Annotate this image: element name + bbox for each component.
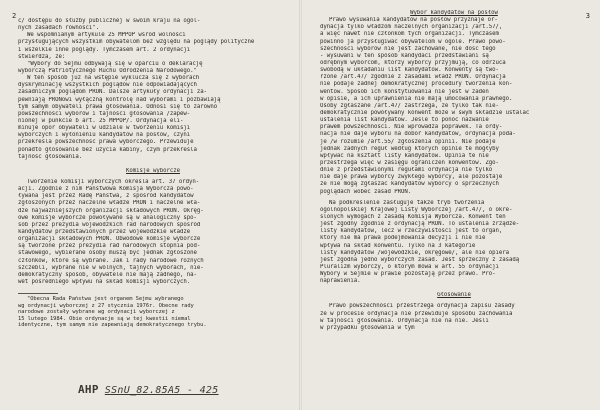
- text-line: stwierdza, że:: [18, 53, 66, 60]
- text-line: ływana jest przez Radę Państwa, z spośród kandydatów: [18, 193, 194, 200]
- text-line: prawem powszechności. Nie wprowadza poprawek. Ta ordy-: [320, 124, 503, 131]
- text-line: jest zgodny zgodnie z ordynacją PRON. To ustalenia zrządze-: [320, 221, 520, 228]
- text-line: minuje opór obywateli w udziale w tworzeniu komisji: [18, 125, 191, 132]
- text-line: szechności wyborów nie jest zachowane, nie dość tego: [320, 45, 496, 52]
- wybor-body-text: [320, 17, 588, 196]
- text-line: organizacji składowych PRON. Obwodowe komisje wyborcze: [18, 236, 201, 243]
- text-line: zgłoszonych przez naczelne władze PRON i naczelne wła-: [18, 200, 201, 207]
- text-line: wpływa na skład konwentu. Tylko na 3 kategorie: [320, 242, 476, 249]
- left-text-column: [18, 18, 288, 329]
- glosowanie-body-text: [320, 303, 588, 332]
- text-line: rzone /art.47/ zgodnie z zasadami władz PRON. Ordynacja: [320, 74, 506, 81]
- text-line: nych zasadach równości".: [18, 25, 99, 32]
- footnote-text: [18, 296, 288, 329]
- text-line: je /w rozumie /art.55/ zgłoszenia opinii. Nie podaje: [320, 138, 496, 145]
- text-line: Tworzenie komisji wyborczych określa art. 37 ordyn-: [27, 178, 200, 185]
- text-line: ogólnopolskiej Krajowej Listy Wyborczej /art.47/, o okre-: [320, 206, 513, 213]
- archive-code: AHP: [78, 383, 99, 396]
- text-line: nie daje prawa wyborcy zwykłego wyborcy, ale pozostaje: [320, 174, 503, 181]
- text-line: demokratycznie powoływany konwent może w swym składzie ustalać: [320, 109, 530, 116]
- text-line: listy kandydatów, lecz w rzeczywistości jest to organ,: [320, 228, 503, 235]
- text-line: przekreśla powszechność prawa wyborczego. Przewiduje: [18, 139, 194, 146]
- right-page: [302, 0, 600, 410]
- text-line: owe komisje wyborcze powoływane są w analogiczny spo-: [18, 214, 197, 221]
- text-line: wpływać na kształt listy kandydatów. Opinia te nie: [320, 152, 489, 159]
- text-line: jest zgodna jedno wyborczych zasad. Jest sprzeczny z zasadą: [320, 256, 520, 263]
- krajowa-lista-text: [320, 200, 588, 286]
- text-line: We wspomnianym artykule 25 MPPOP wśród wolności: [27, 32, 186, 39]
- text-line: dynacja tylko władzom naczelnych organizacji /art.57/,: [320, 24, 503, 31]
- text-line: dze najważniejszych organizacji składowych PRON. Okręg-: [18, 207, 204, 214]
- text-line: dyskryminację wszystkich poglądów nie odpowiadających: [18, 82, 197, 89]
- text-line: swobodą w układaniu list kandydatów. Konwenty są two-: [320, 67, 499, 74]
- text-line: powinno ja przysługiwać obywatelom w ogóle. Prawo powo-: [320, 38, 506, 45]
- text-line: ślonych wymogach z zasadą Komisja Wyborcza. Konwent ten: [320, 213, 506, 220]
- text-line: zasadniczym poglądom PRON. Dalsze artykuły ordynacji za-: [18, 89, 207, 96]
- right-page-number: 3: [585, 12, 590, 20]
- footnote-rule: [18, 293, 58, 294]
- text-line: identyczne, tym samym nie zapewniają demokratycznego trybu.: [18, 322, 207, 329]
- text-line: W ten sposób już na wstępie wyklucza się z wyborach: [27, 75, 200, 82]
- text-line: Pluralizm wyborczy, o którym mowa w art. 55 ordynacji: [320, 263, 499, 270]
- text-line: który nie ma prawa podejmowania decyzji i nie nie: [320, 235, 486, 242]
- text-line: że nie mogą zgłaszać kandydatów wyborcy o sprzecznych: [320, 181, 499, 188]
- right-text-column: [320, 10, 588, 332]
- text-line: sób przez prezydia wojewódzkich rad narodowych spośród: [18, 221, 201, 228]
- text-line: odrębnym wyborcom, którzy wyborcy przyjmują, co odrzuca: [320, 59, 506, 66]
- text-line: że w procesie ordynacja nie przewiduje sposobu zachowania: [320, 310, 513, 317]
- text-line: w tajności głosowania. Ordynacja nie na nie. Jeśli: [320, 317, 489, 324]
- text-line: jednak żadnych reguł według których opinie te mogłyby: [320, 145, 499, 152]
- text-line: demokratyczny sposób, obywatele nie mają żadnego, na-: [18, 271, 197, 278]
- text-line: i wszelkie inne poglądy. Tymczasem art. 2 ordynacji: [18, 46, 191, 53]
- text-line: Wybory w Sejmie w prawie pozostają przez prawo. Pró-: [320, 271, 496, 278]
- archive-signature: SSnU_82.85A5 - 425: [104, 385, 219, 396]
- text-line: wg ordynacji wyborczej z 27 stycznia 1976r. Obecne rady: [18, 302, 194, 309]
- text-line: ponadto głosowanie bez użycia kabiny, czym przekreśla: [18, 146, 197, 153]
- text-line: Na podkreślenie zasługuje także tryb tworzenia: [329, 199, 485, 206]
- text-line: c/ dostępu do służby publicznej w swoim kraju na ogól-: [18, 18, 201, 24]
- left-body-text: [18, 18, 288, 161]
- section-heading-komisje: Komisje wyborcze: [126, 167, 180, 174]
- text-line: są tworzone przez prezydia rad narodowych stopnia pod-: [18, 243, 201, 250]
- text-line: Osoby zgłaszane /art.47/ zastrzega, że tylko tak nie-: [320, 102, 499, 109]
- text-line: nacja nie daje wyboru na dobór kandydatów, ordynacja poda-: [320, 131, 516, 138]
- text-line: narodowe zostały wybrane wg ordynacji wyborczej z: [18, 309, 175, 316]
- spacer: [18, 286, 288, 290]
- text-line: wyborczą Patriotycznego Ruchu Odrodzenia Narodowego.": [18, 67, 197, 74]
- text-line: wentów. Sposób ich konstytuowania nie jest w żaden: [320, 88, 489, 95]
- text-line: "Wybory do Sejmu odbywają się w oparciu o deklarację: [27, 60, 203, 67]
- text-line: tajność głosowania.: [18, 153, 83, 160]
- text-line: ustalenia list kandydatów. Jeśle to ponoć nazwanie: [320, 117, 489, 124]
- text-line: - wysuwani w ten sposób kandydaci przedstawiani są: [320, 52, 489, 59]
- text-line: acji. Zgodnie z nim Państwowa Komisja Wyborcza powo-: [18, 186, 194, 193]
- text-line: członków, które są wybrane. Jak i rady narodowe różnych: [18, 257, 204, 264]
- left-page-number: 2: [12, 12, 17, 20]
- spacer: [320, 285, 588, 292]
- text-line: w przypadku głosowania w tym: [320, 324, 415, 331]
- text-line: stawowego, wybierane osoby muszą być jednak zgłoszone: [18, 250, 197, 257]
- text-line: poglądach wobec zasad PRON.: [320, 188, 412, 195]
- text-line: "Obecna Rada Państwa jest organem Sejmu wybranego: [27, 296, 184, 303]
- text-line: dnie z przedstawionymi regułami ordynacja nie tylko: [320, 167, 493, 174]
- text-line: Prawo powszechności przestrzega ordynacja zapisu zasady: [329, 303, 515, 310]
- archive-stamp: [78, 383, 219, 396]
- komisje-body-text: [18, 179, 288, 286]
- text-line: wet pośredniego wpływu na skład komisji wyborczych.: [18, 278, 191, 285]
- text-line: 15 lutego 1984. Obie ordynacje są w tej kwestii niemal: [18, 315, 191, 322]
- text-line: wyborczych i wyłonieniu kandydatów na posłów, czyni: [18, 132, 191, 139]
- text-line: a więc nawet nie członkom tych organizacji. Tymczasem: [320, 31, 499, 38]
- text-line: listy kandydatów /wojewódzkie, okręgowe/, ale nie opiera: [320, 249, 509, 256]
- text-line: tym samym obywateli prawa głosowania. Odnosi się to zarówno: [18, 103, 218, 110]
- section-heading-wybor: Wybór kandydatów na posłów: [410, 10, 498, 16]
- left-page: [0, 0, 299, 410]
- text-line: powszechności wyborów i tajności głosowania /zapew-: [18, 110, 191, 117]
- text-line: pewniają PRONowi wyłączną kontrolę nad wyborami i pozbawiają: [18, 96, 221, 103]
- text-line: naprawienia.: [320, 278, 361, 285]
- text-line: Prawo wysuwania kandydatów na posłów przyznaje or-: [329, 17, 498, 24]
- text-line: nionej w punkcie b art. 25 MPPOP/. Ordynacja eli-: [18, 117, 184, 124]
- text-line: kandydatów przedstawionych przez wojewódzkie władze: [18, 228, 191, 235]
- text-line: przestrzega więc w zasięgu ograniczeń konwentów. Zgo-: [320, 159, 499, 166]
- text-line: nie podaje żadnej demokratycznej procedury tworzenia kon-: [320, 81, 513, 88]
- section-heading-glosowanie: Głosowanie: [437, 292, 471, 299]
- text-line: przysługujących wszystkim obywatelom bez względu na poglądy polityczne: [18, 39, 255, 46]
- text-line: w opisie, a ich uprawnienia nie mają umocowania prawnego.: [320, 95, 513, 102]
- text-line: szczebli, wybrane nie w wolnych, tajnych wyborach, nie-: [18, 264, 204, 271]
- spacer: [18, 161, 288, 168]
